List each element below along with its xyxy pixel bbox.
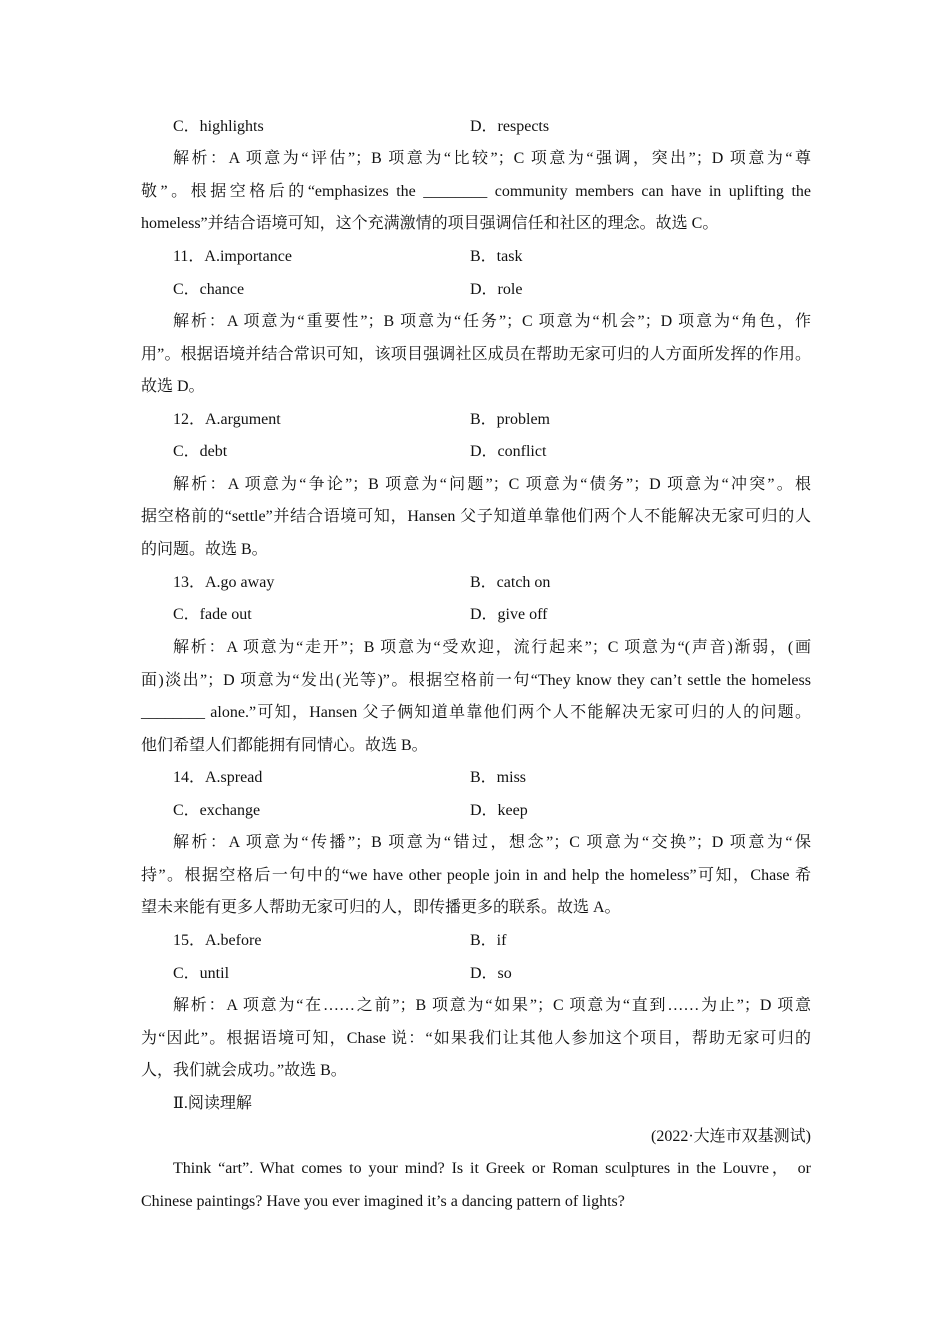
analysis-11-line3: 故选 D。: [141, 378, 205, 395]
question-14-option-d: D．keep: [470, 802, 528, 819]
question-12-option-b: B．problem: [470, 411, 550, 428]
analysis-14-line2: 持”。根据空格后一句中的“we have other people join in and help the homeless”可知，Chase 希: [141, 867, 811, 884]
question-11-option-c: C．chance: [173, 281, 245, 298]
question-15-option-b: B．if: [470, 932, 507, 949]
analysis-12-line1: 解析：A 项意为“争论”；B 项意为“问题”；C 项意为“债务”；D 项意为“冲突”。根: [173, 476, 811, 493]
question-13-option-a: 13．A.go away: [173, 574, 275, 591]
question-15-option-d: D．so: [470, 965, 512, 982]
question-12-option-d: D．conflict: [470, 443, 547, 460]
question-13-option-b: B．catch on: [470, 574, 551, 591]
analysis-10-line3: homeless”并结合语境可知，这个充满激情的项目强调信任和社区的理念。故选 C。: [141, 215, 719, 232]
question-13-option-c: C．fade out: [173, 606, 252, 623]
analysis-15-line1: 解析：A 项意为“在……之前”；B 项意为“如果”；C 项意为“直到……为止”；D 项意: [173, 997, 811, 1014]
question-14-option-c: C．exchange: [173, 802, 261, 819]
question-13-option-d: D．give off: [470, 606, 548, 623]
analysis-14-line3: 望未来能有更多人帮助无家可归的人，即传播更多的联系。故选 A。: [141, 899, 621, 916]
analysis-10-line1: 解析：A 项意为“评估”；B 项意为“比较”；C 项意为“强调，突出”；D 项意为“尊: [173, 150, 811, 167]
analysis-13-line2: 面)淡出”；D 项意为“发出(光等)”。根据空格前一句“They know they can’t settle the homeless: [141, 672, 811, 689]
analysis-12-line2: 据空格前的“settle”并结合语境可知，Hansen 父子知道单靠他们两个人不能解决无家可归的人: [141, 508, 811, 525]
question-14-option-a: 14．A.spread: [173, 769, 263, 786]
analysis-13-line4: 他们希望人们都能拥有同情心。故选 B。: [141, 737, 428, 754]
analysis-10-line2: 敬”。根据空格后的“emphasizes the ________ community members can have in uplifting the: [141, 183, 811, 200]
question-15-option-c: C．until: [173, 965, 230, 982]
passage-line1: Think “art”. What comes to your mind? Is it Greek or Roman sculptures in the Louvre， or: [173, 1160, 811, 1177]
question-15-option-a: 15．A.before: [173, 932, 262, 949]
option-d-10: D．respects: [470, 118, 550, 135]
question-11-option-d: D．role: [470, 281, 523, 298]
question-12-option-c: C．debt: [173, 443, 228, 460]
passage-line2: Chinese paintings? Have you ever imagined it’s a dancing pattern of lights?: [141, 1193, 625, 1210]
analysis-13-line3: ________ alone.”可知，Hansen 父子俩知道单靠他们两个人不能解决无家可归的人的问题。: [141, 704, 811, 721]
analysis-11-line1: 解析：A 项意为“重要性”；B 项意为“任务”；C 项意为“机会”；D 项意为“角色，作: [173, 313, 811, 330]
analysis-11-line2: 用”。根据语境并结合常识可知，该项目强调社区成员在帮助无家可归的人方面所发挥的作用。: [141, 346, 811, 363]
question-14-option-b: B．miss: [470, 769, 527, 786]
option-c-10: C．highlights: [173, 118, 264, 135]
analysis-14-line1: 解析：A 项意为“传播”；B 项意为“错过，想念”；C 项意为“交换”；D 项意为“保: [173, 834, 811, 851]
question-11-option-b: B．task: [470, 248, 523, 265]
question-12-option-a: 12．A.argument: [173, 411, 281, 428]
analysis-13-line1: 解析：A 项意为“走开”；B 项意为“受欢迎，流行起来”；C 项意为“(声音)渐弱，(画: [173, 639, 811, 656]
source-citation: (2022·大连市双基测试): [651, 1128, 811, 1145]
question-11-option-a: 11．A.importance: [173, 248, 292, 265]
analysis-12-line3: 的问题。故选 B。: [141, 541, 268, 558]
section-heading: Ⅱ.阅读理解: [173, 1095, 252, 1112]
analysis-15-line2: 为“因此”。根据语境可知，Chase 说：“如果我们让其他人参加这个项目，帮助无家可归的: [141, 1030, 811, 1047]
analysis-15-line3: 人，我们就会成功。”故选 B。: [141, 1062, 347, 1079]
